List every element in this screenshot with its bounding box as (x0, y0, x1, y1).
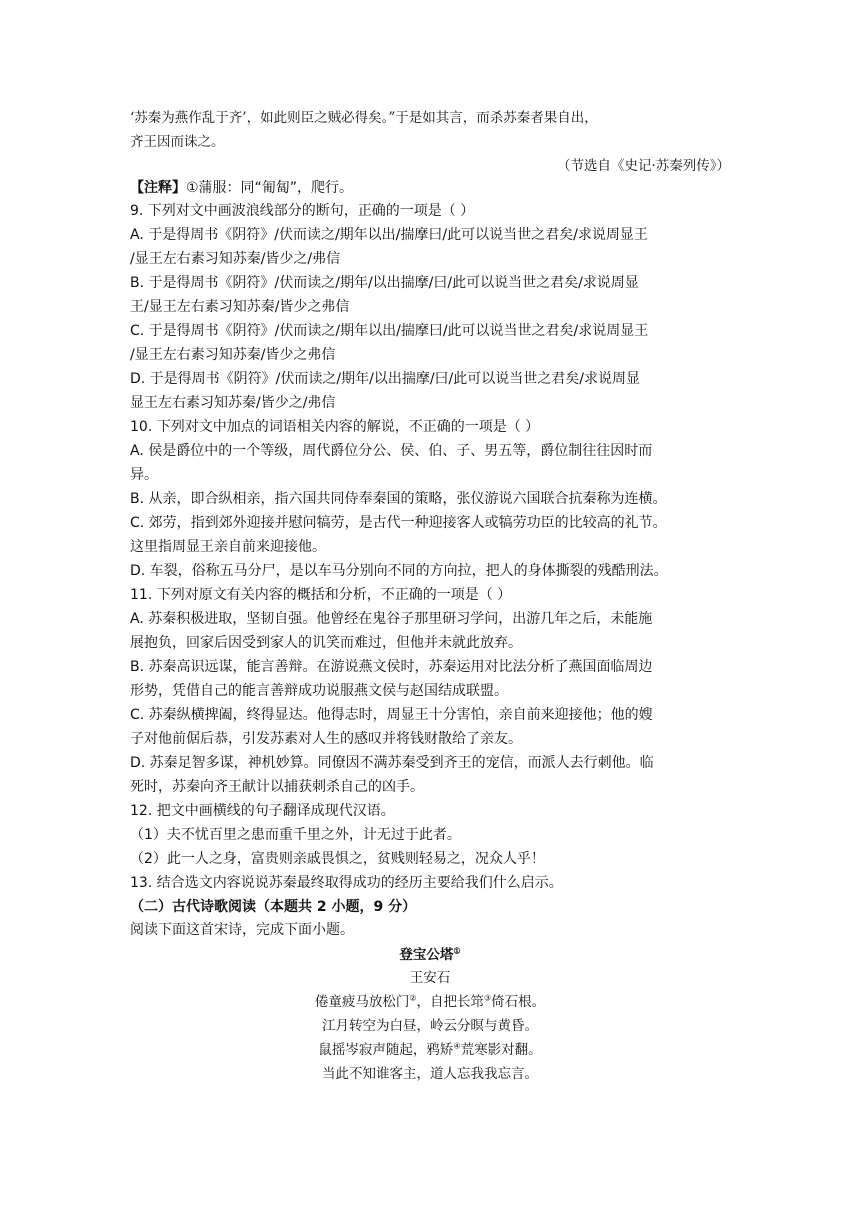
question-9-option-a-line-1: A. 于是得周书《阴符》/伏而读之/期年以出/揣摩曰/此可以说当世之君矣/求说周显王 (130, 227, 648, 243)
question-9-option-b-line-1: B. 于是得周书《阴符》/伏而读之/期年/以出揣摩/曰/此可以说当世之君矣/求说周显 (130, 275, 639, 291)
passage-line-1: ‘苏秦为燕作乱于齐’，如此则臣之贼必得矣。”于是如其言，而杀苏秦者果自出， (130, 110, 598, 126)
poem-line-1-part-a: 倦童疲马放松门 (314, 994, 410, 1010)
question-9-option-b-line-2: 王/显王左右素习知苏秦/皆少之弗信 (130, 299, 350, 315)
poem-line-1-note-2: ② (409, 993, 417, 1003)
poem-line-3-note-4: ④ (453, 1041, 461, 1051)
question-11-option-d-line-2: 死时，苏秦向齐王献计以捕获刺杀自己的凶手。 (130, 779, 424, 795)
question-11-option-b-line-2: 形势，凭借自己的能言善辩成功说服燕文侯与赵国结成联盟。 (130, 683, 508, 699)
question-9-stem: 9. 下列对文中画波浪线部分的断句，正确的一项是（ ） (130, 203, 475, 219)
annotation-label: 【注释】 (130, 180, 186, 196)
question-12-sentence-1: （1）夫不忧百里之患而重千里之外，计无过于此者。 (130, 827, 461, 843)
poem-line-1 (130, 992, 730, 1012)
question-10-option-b: B. 从亲，即合纵相亲，指六国共同侍奉秦国的策略，张仪游说六国联合抗秦称为连横。 (130, 491, 667, 507)
passage-line-2: 齐王因而诛之。 (130, 134, 225, 150)
question-10-option-d: D. 车裂，俗称五马分尸，是以车马分别向不同的方向拉，把人的身体撕裂的残酷刑法。 (130, 563, 668, 579)
poem-line-3 (130, 1040, 730, 1060)
question-12-stem: 12. 把文中画横线的句子翻译成现代汉语。 (130, 803, 395, 819)
annotation-text: ①蒲服：同“匍匐”，爬行。 (186, 180, 354, 196)
question-9-option-c-line-1: C. 于是得周书《阴符》/伏而读之/期年以出/揣摩曰/此可以说当世之君矣/求说周显王 (130, 323, 649, 339)
question-12-sentence-2: （2）此一人之身，富贵则亲戚畏惧之，贫贱则轻易之，况众人乎！ (130, 851, 545, 867)
section-instruction: 阅读下面这首宋诗，完成下面小题。 (130, 922, 354, 938)
poem-line-4: 当此不知谁客主，道人忘我我忘言。 (322, 1066, 538, 1082)
poem-author: 王安石 (409, 970, 451, 986)
question-11-option-c-line-1: C. 苏秦纵横捭阖，终得显达。他得志时，周显王十分害怕，亲自前来迎接他；他的嫂 (130, 707, 653, 723)
poem-line-1-part-b: ，自把长筇 (416, 994, 484, 1010)
question-10-option-a-line-2: 异。 (130, 467, 158, 483)
passage-source: （节选自《史记·苏秦列传》） (556, 158, 730, 174)
annotation-note (130, 178, 730, 198)
question-11-option-b-line-1: B. 苏秦高识远谋，能言善辩。在游说燕文侯时，苏秦运用对比法分析了燕国面临周边 (130, 659, 653, 675)
question-13-stem: 13. 结合选文内容说说苏秦最终取得成功的经历主要给我们什么启示。 (130, 875, 563, 891)
poem-title-note-marker: ① (453, 945, 461, 956)
question-10-option-c-line-2: 这里指周显王亲自前来迎接他。 (130, 539, 326, 555)
question-10-stem: 10. 下列对文中加点的词语相关内容的解说，不正确的一项是（ ） (130, 419, 540, 435)
question-9-option-d-line-1: D. 于是得周书《阴符》/伏而读之/期年/以出揣摩/曰/此可以说当世之君矣/求说周显 (130, 371, 640, 387)
poem-line-1-part-c: 倚石根。 (491, 994, 546, 1010)
question-9-option-c-line-2: /显王左右素习知苏秦/皆少之弗信 (130, 347, 336, 363)
poem-title-text: 登宝公塔 (399, 947, 454, 963)
poem-title (130, 945, 730, 965)
section-heading: （二）古代诗歌阅读（本题共 2 小题，9 分） (130, 899, 417, 915)
question-11-option-c-line-2: 子对他前倨后恭，引发苏素对人生的感叹并将钱财散给了亲友。 (130, 731, 522, 747)
question-10-option-c-line-1: C. 郊劳，指到郊外迎接并慰问犒劳，是古代一种迎接客人或犒劳功臣的比较高的礼节。 (130, 515, 667, 531)
question-10-option-a-line-1: A. 侯是爵位中的一个等级，周代爵位分公、侯、伯、子、男五等，爵位制往往因时而 (130, 443, 653, 459)
question-11-option-a-line-2: 展抱负，回家后因受到家人的讥笑而难过，但他并未就此放弃。 (130, 635, 522, 651)
question-9-option-d-line-2: 显王左右素习知苏秦/皆少之/弗信 (130, 395, 336, 411)
question-11-stem: 11. 下列对原文有关内容的概括和分析，不正确的一项是（ ） (130, 587, 512, 603)
question-11-option-a-line-1: A. 苏秦积极进取，坚韧自强。他曾经在鬼谷子那里研习学问，出游几年之后，未能施 (130, 611, 653, 627)
question-11-option-d-line-1: D. 苏秦足智多谋，神机妙算。同僚因不满苏秦受到齐王的宠信，而派人去行刺他。临 (130, 755, 654, 771)
poem-line-2: 江月转空为白昼，岭云分暝与黄昏。 (322, 1018, 538, 1034)
question-9-option-a-line-2: /显王左右素习知苏秦/皆少之/弗信 (130, 251, 341, 267)
poem-line-1-note-3: ③ (484, 993, 492, 1003)
poem-line-3-part-b: 荒寒影对翻。 (460, 1042, 542, 1058)
poem-line-3-part-a: 鼠摇岑寂声随起，鸦矫 (318, 1042, 454, 1058)
